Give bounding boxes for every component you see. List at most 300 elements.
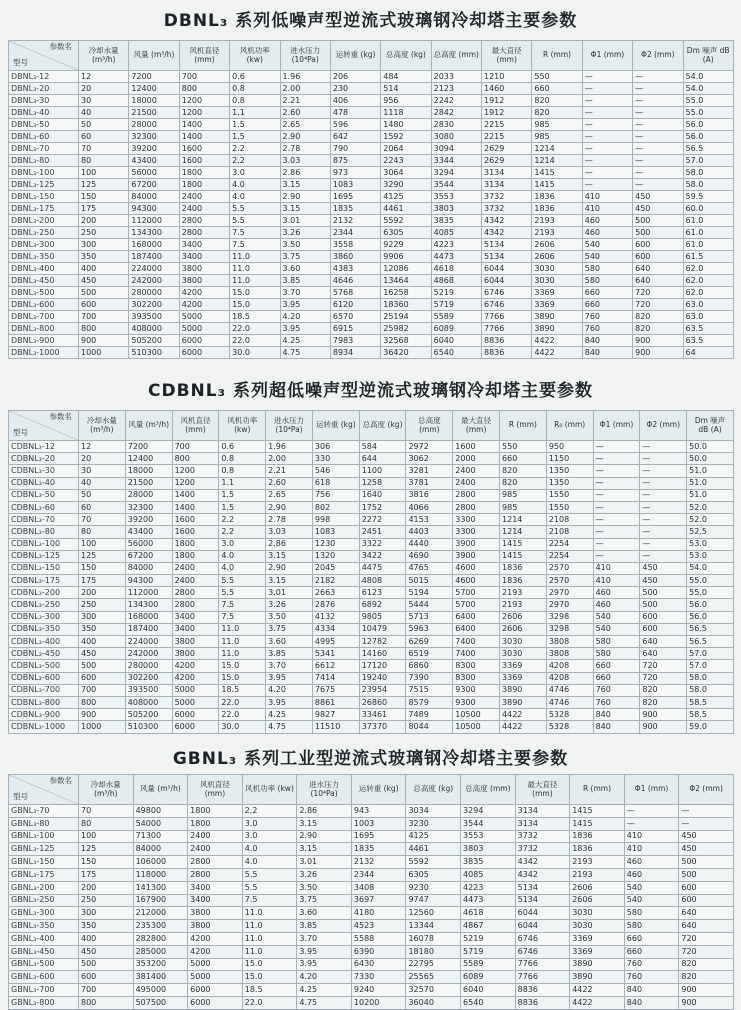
value-cell: 450 [79, 275, 129, 287]
value-cell: 3.85 [280, 275, 330, 287]
column-header: 风机直径 (mm) [188, 775, 243, 805]
value-cell: 100 [79, 538, 126, 550]
value-cell: 5000 [188, 971, 243, 984]
value-cell: 875 [330, 155, 380, 167]
value-cell: 3800 [179, 263, 229, 275]
value-cell: 900 [640, 721, 687, 733]
table-row [9, 167, 734, 179]
value-cell: 820 [532, 107, 582, 119]
value-cell: — [640, 526, 687, 538]
value-cell: 9240 [351, 984, 406, 997]
value-cell: 150 [79, 856, 134, 869]
value-cell: 1836 [532, 191, 582, 203]
value-cell: 410 [582, 191, 632, 203]
value-cell: 7400 [453, 648, 500, 660]
value-cell: 6400 [453, 611, 500, 623]
table-row [9, 526, 734, 538]
value-cell: 25565 [406, 971, 461, 984]
value-cell: 6430 [351, 958, 406, 971]
value-cell: 302200 [125, 672, 172, 684]
value-cell: 4200 [172, 672, 219, 684]
model-cell: GBNL₃-350 [9, 920, 79, 933]
value-cell: — [593, 477, 640, 489]
model-cell: GBNL₃-450 [9, 945, 79, 958]
value-cell: 3860 [330, 251, 380, 263]
column-header: 风机直径 (mm) [179, 41, 229, 71]
value-cell: 52.0 [687, 501, 734, 513]
value-cell: 820 [679, 971, 734, 984]
corner-top-label: 参数名 [49, 412, 72, 421]
column-header: Φ2 (mm) [640, 411, 687, 441]
value-cell: 3030 [532, 263, 582, 275]
value-cell: 1214 [500, 514, 547, 526]
value-cell: 840 [624, 996, 679, 1009]
value-cell: 3294 [431, 167, 481, 179]
value-cell: 4200 [179, 299, 229, 311]
value-cell: 3369 [532, 299, 582, 311]
value-cell: 13344 [406, 920, 461, 933]
value-cell: — [593, 550, 640, 562]
value-cell: 7766 [515, 971, 570, 984]
value-cell: 50.0 [687, 441, 734, 453]
value-cell: 5592 [406, 856, 461, 869]
value-cell: 3697 [351, 894, 406, 907]
value-cell: 3400 [172, 623, 219, 635]
value-cell: 640 [679, 907, 734, 920]
model-cell: DBNL₃-100 [9, 167, 79, 179]
value-cell: 1752 [359, 501, 406, 513]
value-cell: 3294 [461, 805, 516, 818]
value-cell: 2.2 [230, 143, 280, 155]
value-cell: 350 [79, 920, 134, 933]
value-cell: 3408 [351, 881, 406, 894]
value-cell: 1200 [172, 477, 219, 489]
value-cell: 3.50 [280, 239, 330, 251]
value-cell: 58.0 [687, 672, 734, 684]
value-cell: 8861 [312, 696, 359, 708]
value-cell: 3890 [532, 323, 582, 335]
value-cell: 1200 [179, 107, 229, 119]
table-row [9, 441, 734, 453]
value-cell: — [633, 71, 683, 83]
value-cell: 7983 [330, 335, 380, 347]
value-cell: 3558 [330, 239, 380, 251]
model-cell: DBNL₃-900 [9, 335, 79, 347]
value-cell: 820 [532, 95, 582, 107]
value-cell: 134300 [129, 227, 179, 239]
value-cell: 900 [640, 709, 687, 721]
value-cell: 3816 [406, 489, 453, 501]
value-cell: 4200 [172, 660, 219, 672]
value-cell: 618 [312, 477, 359, 489]
value-cell: 5219 [461, 932, 516, 945]
column-header: 总高度 (kg) [359, 411, 406, 441]
value-cell: 1.5 [230, 119, 280, 131]
value-cell: 4.20 [266, 684, 313, 696]
value-cell: 410 [593, 575, 640, 587]
cdbnl-spec-table [8, 410, 734, 734]
value-cell: 1480 [381, 119, 431, 131]
value-cell: 5713 [406, 611, 453, 623]
value-cell: 18360 [381, 299, 431, 311]
model-cell: CDBNL₃-12 [9, 441, 79, 453]
value-cell: 3800 [172, 648, 219, 660]
column-header: 风机功率 (kw) [242, 775, 297, 805]
value-cell: 6040 [461, 984, 516, 997]
value-cell: 800 [172, 453, 219, 465]
model-cell: GBNL₃-125 [9, 843, 79, 856]
dbnl-table-title: DBNL₃ 系列低噪声型逆流式玻璃钢冷却塔主要参数 [163, 11, 578, 31]
value-cell: 500 [640, 599, 687, 611]
value-cell: 1836 [500, 575, 547, 587]
column-header: 冷却水量 (m³/h) [79, 41, 129, 71]
table-row [9, 696, 734, 708]
value-cell: 3.95 [280, 299, 330, 311]
value-cell: 700 [79, 684, 126, 696]
value-cell: 330 [312, 453, 359, 465]
value-cell: 1150 [546, 453, 593, 465]
model-cell: DBNL₃-175 [9, 203, 79, 215]
value-cell: 640 [633, 275, 683, 287]
value-cell: 168000 [125, 611, 172, 623]
value-cell: 2.60 [280, 107, 330, 119]
value-cell: 3062 [406, 453, 453, 465]
value-cell: 1600 [453, 441, 500, 453]
table-row [9, 275, 734, 287]
model-cell: DBNL₃-400 [9, 263, 79, 275]
value-cell: 1836 [532, 203, 582, 215]
table-row [9, 932, 734, 945]
value-cell: 1.1 [219, 477, 266, 489]
value-cell: 600 [679, 881, 734, 894]
table-row [9, 894, 734, 907]
value-cell: 1640 [359, 489, 406, 501]
model-cell: CDBNL₃-700 [9, 684, 79, 696]
value-cell: 4422 [532, 335, 582, 347]
value-cell: 600 [679, 894, 734, 907]
value-cell: 3.01 [280, 215, 330, 227]
value-cell: 7.5 [230, 227, 280, 239]
value-cell: 580 [582, 263, 632, 275]
value-cell: 51.0 [687, 465, 734, 477]
value-cell: 63.0 [683, 311, 733, 323]
value-cell: 9229 [381, 239, 431, 251]
corner-header-cell [9, 775, 79, 805]
value-cell: 720 [640, 672, 687, 684]
value-cell: 6044 [515, 920, 570, 933]
value-cell: 1.5 [219, 501, 266, 513]
value-cell: 282800 [133, 932, 188, 945]
value-cell: 56000 [129, 167, 179, 179]
value-cell: 510300 [125, 721, 172, 733]
value-cell: 2.65 [280, 119, 330, 131]
value-cell: 2344 [351, 868, 406, 881]
value-cell: 840 [582, 335, 632, 347]
table-row [9, 636, 734, 648]
value-cell: 56.5 [687, 623, 734, 635]
value-cell: — [582, 119, 632, 131]
column-header: Φ1 (mm) [624, 775, 679, 805]
value-cell: 6390 [351, 945, 406, 958]
value-cell: 4868 [431, 275, 481, 287]
value-cell: 1695 [330, 191, 380, 203]
value-cell: 2400 [188, 843, 243, 856]
table-row [9, 575, 734, 587]
value-cell: 134300 [125, 599, 172, 611]
header-row [9, 41, 734, 71]
value-cell: 600 [633, 251, 683, 263]
value-cell: 3800 [188, 907, 243, 920]
value-cell: 2193 [532, 215, 582, 227]
column-header: R (mm) [570, 775, 625, 805]
value-cell: 7515 [406, 684, 453, 696]
value-cell: 80 [79, 526, 126, 538]
value-cell: 30.0 [230, 347, 280, 359]
value-cell: 943 [351, 805, 406, 818]
value-cell: 1600 [179, 155, 229, 167]
value-cell: 600 [640, 611, 687, 623]
value-cell: 5015 [406, 575, 453, 587]
value-cell: 450 [79, 945, 134, 958]
value-cell: 58.0 [683, 179, 733, 191]
column-header: R (mm) [500, 411, 547, 441]
value-cell: 580 [624, 920, 679, 933]
value-cell: — [582, 71, 632, 83]
value-cell: 500 [633, 215, 683, 227]
value-cell: 6746 [515, 945, 570, 958]
value-cell: 7.5 [219, 599, 266, 611]
value-cell: 3030 [570, 920, 625, 933]
value-cell: 1800 [172, 550, 219, 562]
value-cell: 9906 [381, 251, 431, 263]
value-cell: 2606 [570, 894, 625, 907]
value-cell: 15.0 [219, 660, 266, 672]
value-cell: 61.0 [683, 215, 733, 227]
value-cell: 57.0 [687, 648, 734, 660]
model-cell: DBNL₃-200 [9, 215, 79, 227]
table-row [9, 263, 734, 275]
table-row [9, 489, 734, 501]
value-cell: 1214 [532, 143, 582, 155]
value-cell: 125 [79, 550, 126, 562]
value-cell: 4208 [546, 660, 593, 672]
value-cell: 840 [593, 709, 640, 721]
value-cell: 2606 [500, 611, 547, 623]
value-cell: 43400 [129, 155, 179, 167]
value-cell: 30 [79, 465, 126, 477]
value-cell: 4.25 [266, 709, 313, 721]
value-cell: 2970 [546, 587, 593, 599]
value-cell: 2970 [546, 599, 593, 611]
value-cell: 4.25 [297, 984, 352, 997]
value-cell: 18000 [129, 95, 179, 107]
value-cell: 63.5 [683, 323, 733, 335]
value-cell: 2800 [453, 489, 500, 501]
value-cell: 3800 [188, 920, 243, 933]
value-cell: 4200 [188, 932, 243, 945]
value-cell: 450 [633, 203, 683, 215]
value-cell: 9230 [406, 881, 461, 894]
value-cell: — [633, 179, 683, 191]
table-row [9, 868, 734, 881]
value-cell: 2.21 [280, 95, 330, 107]
value-cell: 200 [79, 587, 126, 599]
value-cell: 61.5 [683, 251, 733, 263]
value-cell: 2830 [431, 119, 481, 131]
cdbnl-table-title: CDBNL₃ 系列超低噪声型逆流式玻璃钢冷却塔主要参数 [148, 381, 593, 401]
table-row [9, 287, 734, 299]
value-cell: 4.0 [219, 550, 266, 562]
value-cell: 285000 [133, 945, 188, 958]
value-cell: 3800 [179, 275, 229, 287]
model-cell: CDBNL₃-200 [9, 587, 79, 599]
value-cell: 4646 [330, 275, 380, 287]
value-cell: 168000 [129, 239, 179, 251]
model-cell: GBNL₃-800 [9, 996, 79, 1009]
value-cell: 985 [532, 119, 582, 131]
value-cell: 6044 [482, 263, 532, 275]
value-cell: 21500 [125, 477, 172, 489]
value-cell: 200 [79, 215, 129, 227]
value-cell: 460 [593, 587, 640, 599]
value-cell: 3.75 [266, 623, 313, 635]
value-cell: 3.95 [280, 323, 330, 335]
value-cell: 37370 [359, 721, 406, 733]
value-cell: 1800 [188, 817, 243, 830]
model-cell: DBNL₃-250 [9, 227, 79, 239]
value-cell: 30.0 [219, 721, 266, 733]
value-cell: 1400 [179, 119, 229, 131]
value-cell: 5219 [431, 287, 481, 299]
table-row [9, 203, 734, 215]
value-cell: 460 [624, 856, 679, 869]
value-cell: 3400 [188, 894, 243, 907]
value-cell: 57.0 [683, 155, 733, 167]
value-cell: 4.20 [280, 311, 330, 323]
value-cell: 200 [79, 881, 134, 894]
value-cell: 2.90 [266, 562, 313, 574]
value-cell: 1214 [532, 155, 582, 167]
value-cell: 56.5 [683, 143, 733, 155]
value-cell: 973 [330, 167, 380, 179]
value-cell: 540 [582, 239, 632, 251]
value-cell: 15.0 [242, 958, 297, 971]
value-cell: 125 [79, 843, 134, 856]
table-row [9, 599, 734, 611]
value-cell: — [640, 441, 687, 453]
value-cell: 3.70 [266, 660, 313, 672]
value-cell: 408000 [129, 323, 179, 335]
value-cell: — [633, 167, 683, 179]
value-cell: 7414 [312, 672, 359, 684]
table-row [9, 227, 734, 239]
value-cell: 167900 [133, 894, 188, 907]
value-cell: 353200 [133, 958, 188, 971]
value-cell: 1.96 [280, 71, 330, 83]
value-cell: 59.5 [683, 191, 733, 203]
value-cell: 1083 [330, 179, 380, 191]
value-cell: 5.5 [242, 868, 297, 881]
value-cell: 54.0 [683, 83, 733, 95]
model-cell: CDBNL₃-30 [9, 465, 79, 477]
value-cell: 70 [79, 805, 134, 818]
value-cell: 150 [79, 562, 126, 574]
value-cell: 36420 [381, 347, 431, 359]
value-cell: 3803 [461, 843, 516, 856]
model-cell: CDBNL₃-350 [9, 623, 79, 635]
value-cell: 5768 [330, 287, 380, 299]
value-cell: 1800 [179, 179, 229, 191]
value-cell: 1836 [500, 562, 547, 574]
value-cell: 9300 [453, 696, 500, 708]
value-cell: 150 [79, 191, 129, 203]
value-cell: 3732 [515, 843, 570, 856]
column-header: Φ2 (mm) [633, 41, 683, 71]
value-cell: 900 [679, 984, 734, 997]
column-header: 风机直径 (mm) [172, 411, 219, 441]
value-cell: 4473 [431, 251, 481, 263]
value-cell: 400 [79, 263, 129, 275]
value-cell: 7400 [453, 636, 500, 648]
model-cell: CDBNL₃-50 [9, 489, 79, 501]
corner-top-label: 参数名 [49, 776, 72, 785]
column-header: 冷却水量 (m³/h) [79, 411, 126, 441]
value-cell: 4153 [406, 514, 453, 526]
value-cell: 20 [79, 83, 129, 95]
value-cell: 2.90 [280, 191, 330, 203]
value-cell: 660 [593, 672, 640, 684]
value-cell: 0.6 [230, 71, 280, 83]
value-cell: 4422 [500, 709, 547, 721]
value-cell: 400 [79, 636, 126, 648]
column-header: 风机功率 (kw) [219, 411, 266, 441]
model-cell: CDBNL₃-500 [9, 660, 79, 672]
value-cell: 94300 [125, 575, 172, 587]
value-cell: 540 [624, 894, 679, 907]
value-cell: 1415 [570, 805, 625, 818]
value-cell: 7200 [125, 441, 172, 453]
value-cell: 4125 [381, 191, 431, 203]
value-cell: 3034 [406, 805, 461, 818]
value-cell: 2215 [482, 131, 532, 143]
value-cell: 63.5 [683, 335, 733, 347]
value-cell: 6089 [431, 323, 481, 335]
value-cell: 280000 [129, 287, 179, 299]
column-header: 风量 (m³/h) [133, 775, 188, 805]
value-cell: 514 [381, 83, 431, 95]
value-cell: 550 [500, 441, 547, 453]
value-cell: 22.0 [219, 709, 266, 721]
value-cell: 3.85 [266, 648, 313, 660]
value-cell: 642 [330, 131, 380, 143]
value-cell: 5341 [312, 648, 359, 660]
value-cell: 11.0 [219, 623, 266, 635]
value-cell: 32300 [125, 501, 172, 513]
column-header: 最大直径 (mm) [453, 411, 500, 441]
value-cell: 2606 [532, 251, 582, 263]
value-cell: 39200 [129, 143, 179, 155]
value-cell: 700 [172, 441, 219, 453]
value-cell: 50 [79, 489, 126, 501]
value-cell: 3080 [431, 131, 481, 143]
value-cell: 3.0 [230, 167, 280, 179]
model-cell: CDBNL₃-800 [9, 696, 79, 708]
value-cell: 800 [179, 83, 229, 95]
model-cell: DBNL₃-12 [9, 71, 79, 83]
value-cell: 3.70 [297, 932, 352, 945]
value-cell: 13464 [381, 275, 431, 287]
table-row [9, 131, 734, 143]
